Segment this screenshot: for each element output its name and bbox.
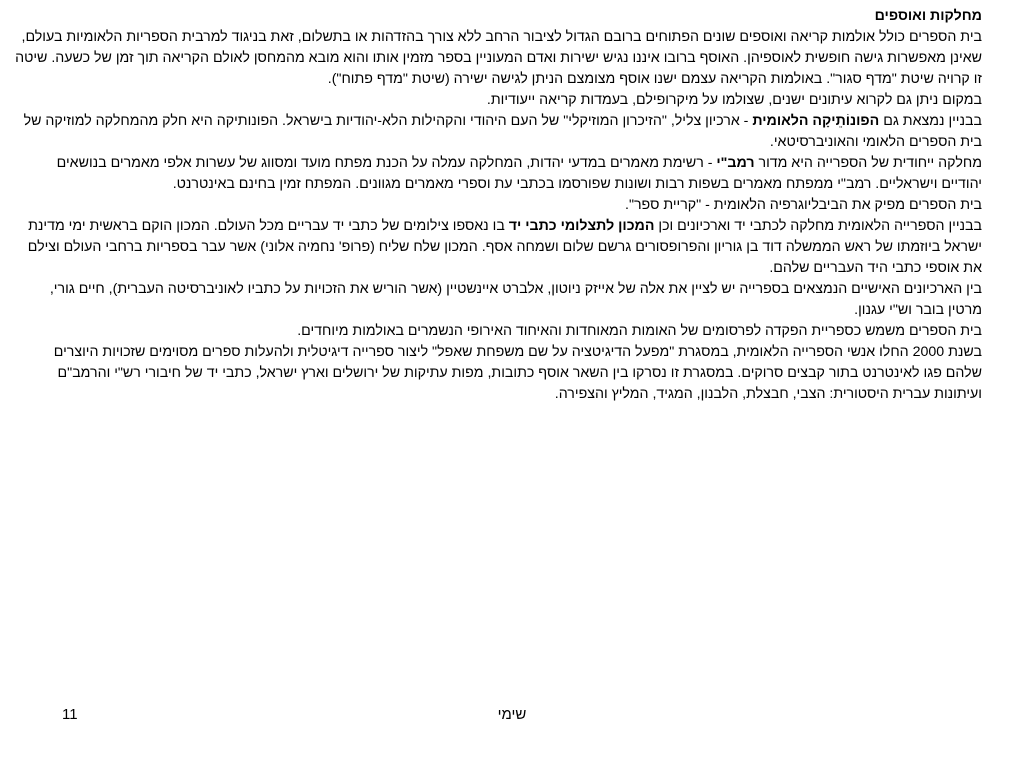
- phonotheque-term: הפונוֹתֵיקָה הלאומית: [752, 113, 880, 129]
- paragraph-newspapers: במקום ניתן גם לקרוא עיתונים ישנים, שצולמו על מיקרופילם, בעמדות קריאה ייעודיות.: [486, 92, 982, 108]
- paragraph-manuscripts: [14, 216, 982, 279]
- manuscripts-institute-term: המכון לתצלומי כתבי יד: [508, 218, 655, 234]
- footer-author: שימי: [497, 706, 527, 723]
- rambi-term: רמב"י: [716, 155, 755, 171]
- section-heading: מחלקות ואוספים: [874, 8, 982, 24]
- paragraph-rambi-rest: - רשימת מאמרים במדעי יהדות, המחלקה עמלה על הכנת מפתח מועד ומסווג של עשרות אלפי מאמרים בנושאים יהודיים וישראליים. רמב"י ממפתח מאמרים בשפות רבות ושונות שפורסמו בכתבי עת וספרי מאמרים מגוונים. המפתח זמין בחינם באינטרנט.: [56, 155, 982, 192]
- paragraph-archives: בין הארכיונים האישיים הנמצאים בספרייה יש לציין את אלה של אייזק ניוטון, אלברט איינשטיין (אשר הוריש את הזכויות על כתביו לאוניברסיטה העברית), חיים גורי, מרטין בובר וש"י עגנון.: [49, 281, 982, 318]
- paragraph-manuscripts-rest: בו נאספו צילומים של כתבי יד עבריים מכל העולם. המכון הוקם בראשית ימי מדינת ישראל ביוזמתו של ראש הממשלה דוד בן גוריון והפרופסורים גרשם שלום ושמחה אסף. המכון שלח שליח (פרופ' נחמיה אלוני) אשר עבר בספריות ברחבי העולם וצילם את אוספי כתבי היד העבריים שלהם.: [27, 218, 982, 276]
- paragraph-reading-halls: בית הספרים כולל אולמות קריאה ואוספים שונים הפתוחים ברובם הגדול לציבור הרחב ללא צורך בהזדהות או בתשלום, זאת בניגוד למרבית הספריות הלאומיות בעולם, שאינן מאפשרות גישה חופשית לאוספיהן. האוסף ברובו איננו נגיש ישירות ואדם המעוניין בספר מזמין אותו והוא מובא מהמחסן לאולם הקריאה תוך זמן של כשעה. שיטה זו קרויה שיטת "מדף סגור". באולמות הקריאה עצמם ישנו אוסף מצומצם הניתן לגישה ישירה (שיטת "מדף פתוח").: [15, 29, 982, 87]
- document-body: [14, 6, 982, 405]
- paragraph-phonotheque: [14, 111, 982, 153]
- paragraph-phonotheque-lead: בבניין נמצאת גם: [879, 113, 982, 129]
- paragraph-bibliography: בית הספרים מפיק את הביבליוגרפיה הלאומית - "קריית ספר".: [625, 197, 982, 213]
- paragraph-digitization: בשנת 2000 החלו אנשי הספרייה הלאומית, במסגרת "מפעל הדיגיטציה על שם משפחת שאפל" ליצור ספרייה דיגיטלית ולהעלות ספרים מסוימים שזכויות היוצרים שלהם פגו לאינטרנט בתור קבצים סרוקים. במסגרת זו נסרקו בין השאר אוסף כתובות, מפות עתיקות של ירושלים וארץ ישראל, כתבי יד של חיבורי רש"י והרמב"ם ועיתונות עברית היסטורית: הצבי, חבצלת, הלבנון, המגיד, המליץ והצפירה.: [53, 344, 982, 402]
- paragraph-rambi-lead: מחלקה ייחודית של הספרייה היא מדור: [754, 155, 982, 171]
- paragraph-deposit-library: בית הספרים משמש כספריית הפקדה לפרסומים של האומות המאוחדות והאיחוד האירופי הנשמרים באולמות מיוחדים.: [297, 323, 982, 339]
- paragraph-rambi: [14, 153, 982, 195]
- paragraph-manuscripts-lead: בבניין הספרייה הלאומית מחלקה לכתבי יד וארכיונים וכן: [654, 218, 982, 234]
- paragraph-phonotheque-rest: - ארכיון צליל, "הזיכרון המוזיקלי" של העם היהודי והקהילות הלא-יהודיות בישראל. הפונותיקה היא חלק מהמחלקה למוזיקה של בית הספרים הלאומי והאוניברסיטאי.: [23, 113, 982, 150]
- footer-page-number: 11: [62, 706, 78, 723]
